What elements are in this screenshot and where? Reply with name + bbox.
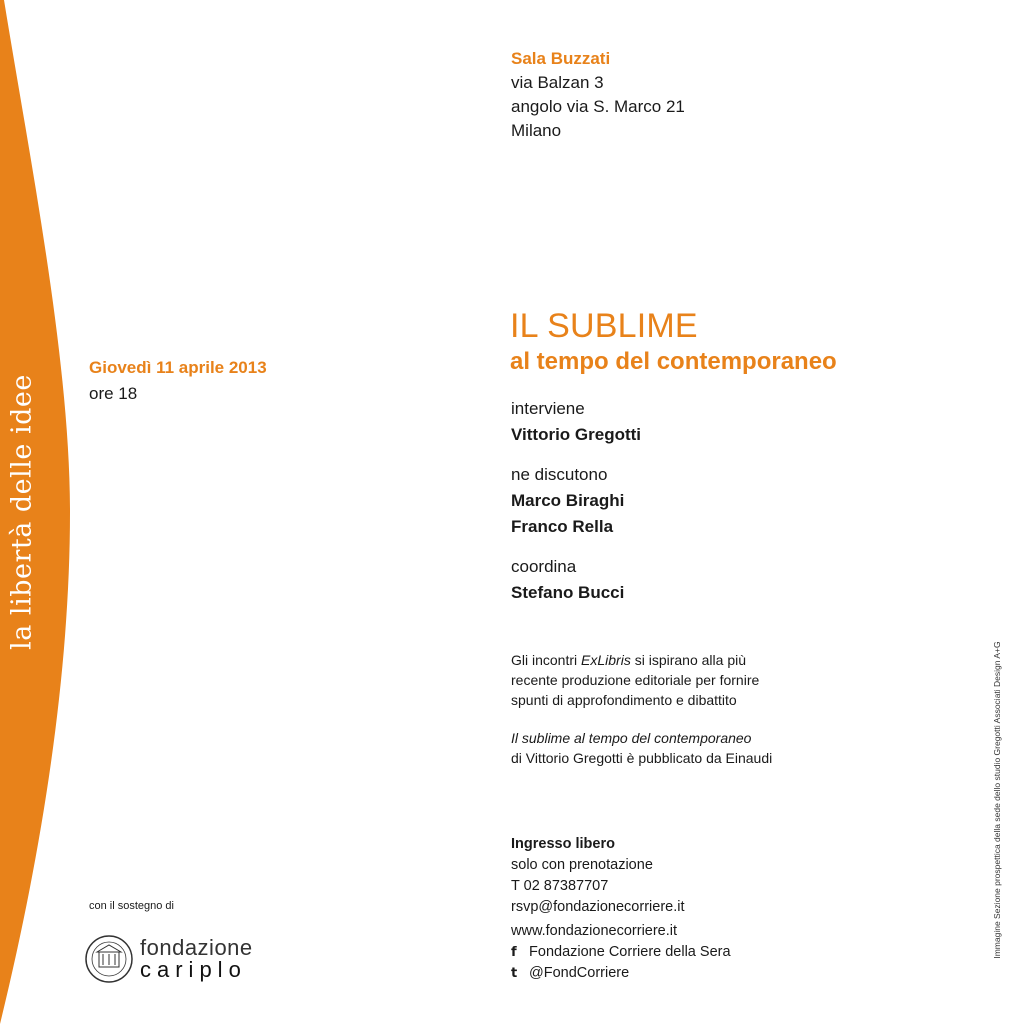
phone-number: T 02 87387707: [511, 878, 609, 894]
entry-line: solo con prenotazione: [511, 857, 653, 873]
role-label: coordina: [511, 557, 577, 576]
entry-block: [511, 834, 685, 918]
event-time: ore 18: [89, 384, 138, 403]
program-block: [511, 396, 641, 606]
twitter-icon: t: [511, 966, 518, 981]
facebook-icon: f: [511, 945, 517, 960]
venue-address-line: angolo via S. Marco 21: [511, 97, 685, 116]
venue-block: [511, 47, 685, 143]
info-paragraph-2: Il sublime al tempo del contemporaneo di Vittorio Gregotti è pubblicato da Einaudi: [511, 730, 773, 766]
title-main: IL SUBLIME: [510, 307, 698, 345]
date-block: [89, 355, 267, 407]
entry-title: Ingresso libero: [511, 836, 615, 852]
venue-city: Milano: [511, 121, 562, 140]
discussant-name: Marco Biraghi: [511, 491, 625, 510]
links-block: [511, 921, 731, 984]
event-date: Giovedì 11 aprile 2013: [89, 358, 267, 377]
event-title: [510, 305, 837, 377]
title-sub: al tempo del contemporaneo: [510, 348, 837, 375]
chair-name: Stefano Bucci: [511, 583, 625, 602]
info-paragraph-1: Gli incontri ExLibris si ispirano alla più recente produzione editoriale per fornire spunti di approfondimento e dibattito: [511, 652, 760, 708]
speaker-name: Vittorio Gregotti: [511, 425, 642, 444]
cariplo-logo: [84, 934, 253, 984]
info-block: [511, 650, 772, 768]
venue-name: Sala Buzzati: [511, 49, 611, 68]
website-link[interactable]: www.fondazionecorriere.it: [511, 923, 678, 939]
twitter-link[interactable]: t @FondCorriere: [511, 963, 731, 984]
logo-line-2: cariplo: [140, 957, 247, 982]
rsvp-email[interactable]: rsvp@fondazionecorriere.it: [511, 899, 685, 915]
venue-address-line: via Balzan 3: [511, 73, 604, 92]
cariplo-seal-icon: [84, 934, 134, 984]
facebook-link[interactable]: f Fondazione Corriere della Sera: [511, 942, 731, 963]
discussant-name: Franco Rella: [511, 517, 614, 536]
role-label: interviene: [511, 399, 585, 418]
support-label: con il sostegno di: [89, 900, 174, 912]
role-label: ne discutono: [511, 465, 608, 484]
logo-line-1: fondazione: [140, 935, 253, 960]
